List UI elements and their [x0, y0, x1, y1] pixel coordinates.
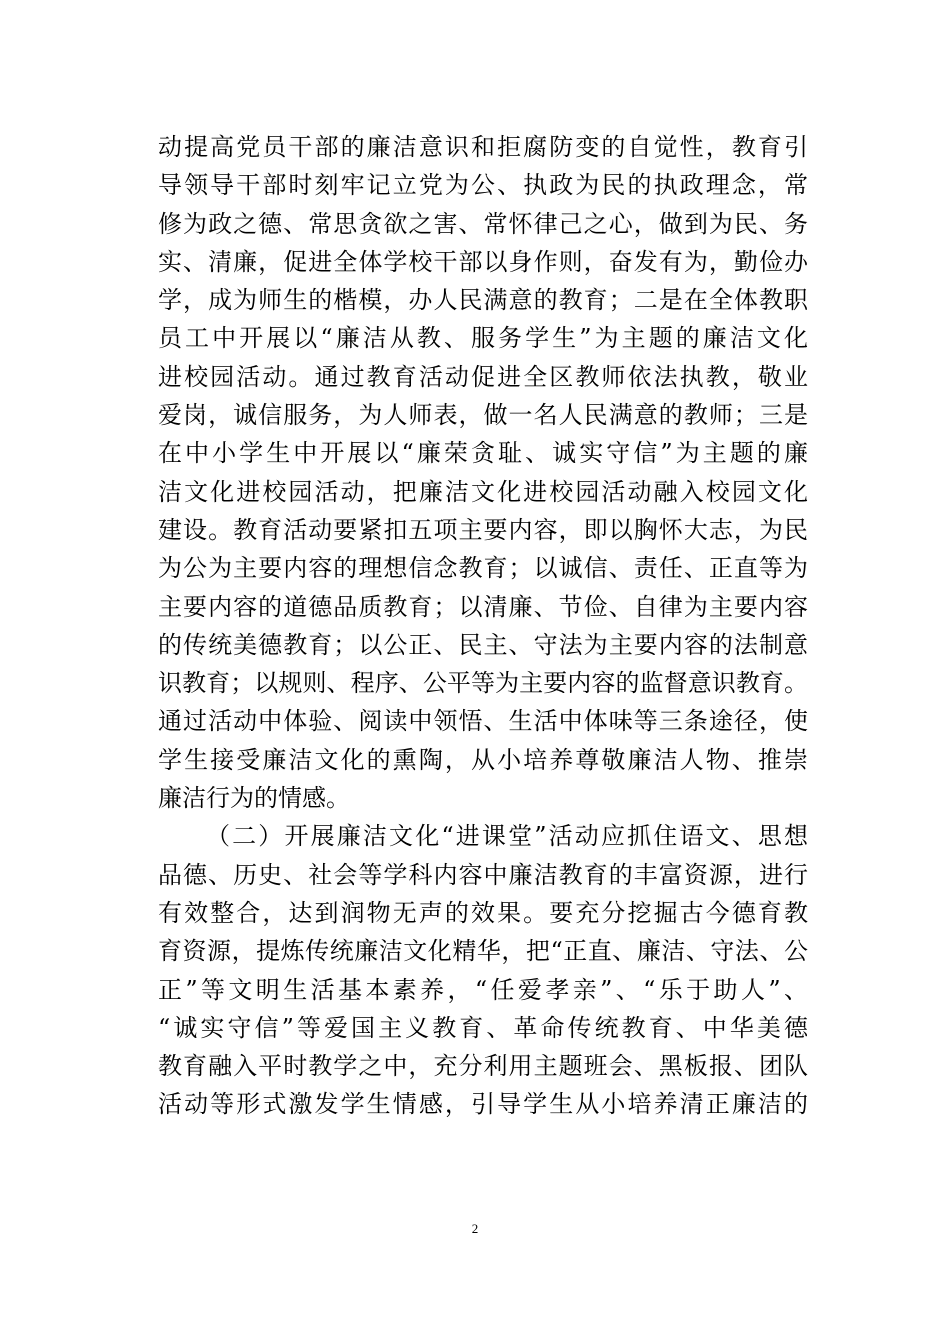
- text-line: “诚实守信”等爱国主义教育、革命传统教育、中华美德: [158, 1013, 808, 1042]
- text-line: 为公为主要内容的理想信念教育；以诚信、责任、正直等为: [158, 554, 808, 583]
- text-line: 教育融入平时教学之中，充分利用主题班会、黑板报、团队: [158, 1052, 808, 1081]
- text-line: 有效整合，达到润物无声的效果。要充分挖掘古今德育教: [158, 898, 808, 927]
- text-line: 学，成为师生的楷模，办人民满意的教育；二是在全体教职: [158, 286, 808, 315]
- page-number: 2: [471, 1221, 479, 1236]
- text-line: 动提高党员干部的廉洁意识和拒腐防变的自觉性，教育引: [158, 133, 808, 161]
- text-line: 的传统美德教育；以公正、民主、守法为主要内容的法制意: [158, 630, 808, 659]
- text-line: 修为政之德、常思贪欲之害、常怀律己之心，做到为民、务: [158, 209, 808, 238]
- paragraph-end-line: 廉洁行为的情感。: [158, 784, 350, 813]
- text-line: 育资源，提炼传统廉洁文化精华，把“正直、廉洁、守法、公: [158, 937, 808, 966]
- text-line: 实、清廉，促进全体学校干部以身作则，奋发有为，勤俭办: [158, 247, 808, 276]
- text-line: 主要内容的道德品质教育；以清廉、节俭、自律为主要内容: [158, 592, 808, 621]
- text-line: 员工中开展以“廉洁从教、服务学生”为主题的廉洁文化: [158, 324, 808, 353]
- text-line: 爱岗，诚信服务，为人师表，做一名人民满意的教师；三是: [158, 401, 808, 430]
- text-line: 洁文化进校园活动，把廉洁文化进校园活动融入校园文化: [158, 477, 808, 506]
- text-line: 正”等文明生活基本素养，“任爱孝亲”、“乐于助人”、: [158, 975, 808, 1004]
- text-line: 识教育；以规则、程序、公平等为主要内容的监督意识教育。: [158, 669, 808, 698]
- text-line: 在中小学生中开展以“廉荣贪耻、诚实守信”为主题的廉: [158, 439, 808, 468]
- document-body: [158, 128, 808, 1124]
- section-heading-line: （二）开展廉洁文化“进课堂”活动应抓住语文、思想: [206, 822, 808, 851]
- text-line: 导领导干部时刻牢记立党为公、执政为民的执政理念，常: [158, 171, 808, 200]
- text-line: 学生接受廉洁文化的熏陶，从小培养尊敬廉洁人物、推崇: [158, 745, 808, 774]
- text-line: 建设。教育活动要紧扣五项主要内容，即以胸怀大志，为民: [158, 515, 808, 544]
- text-line: 活动等形式激发学生情感，引导学生从小培养清正廉洁的: [158, 1090, 808, 1119]
- text-line: 品德、历史、社会等学科内容中廉洁教育的丰富资源，进行: [158, 860, 808, 889]
- text-line: 进校园活动。通过教育活动促进全区教师依法执教，敬业: [158, 362, 808, 391]
- text-line: 通过活动中体验、阅读中领悟、生活中体味等三条途径，使: [158, 707, 808, 736]
